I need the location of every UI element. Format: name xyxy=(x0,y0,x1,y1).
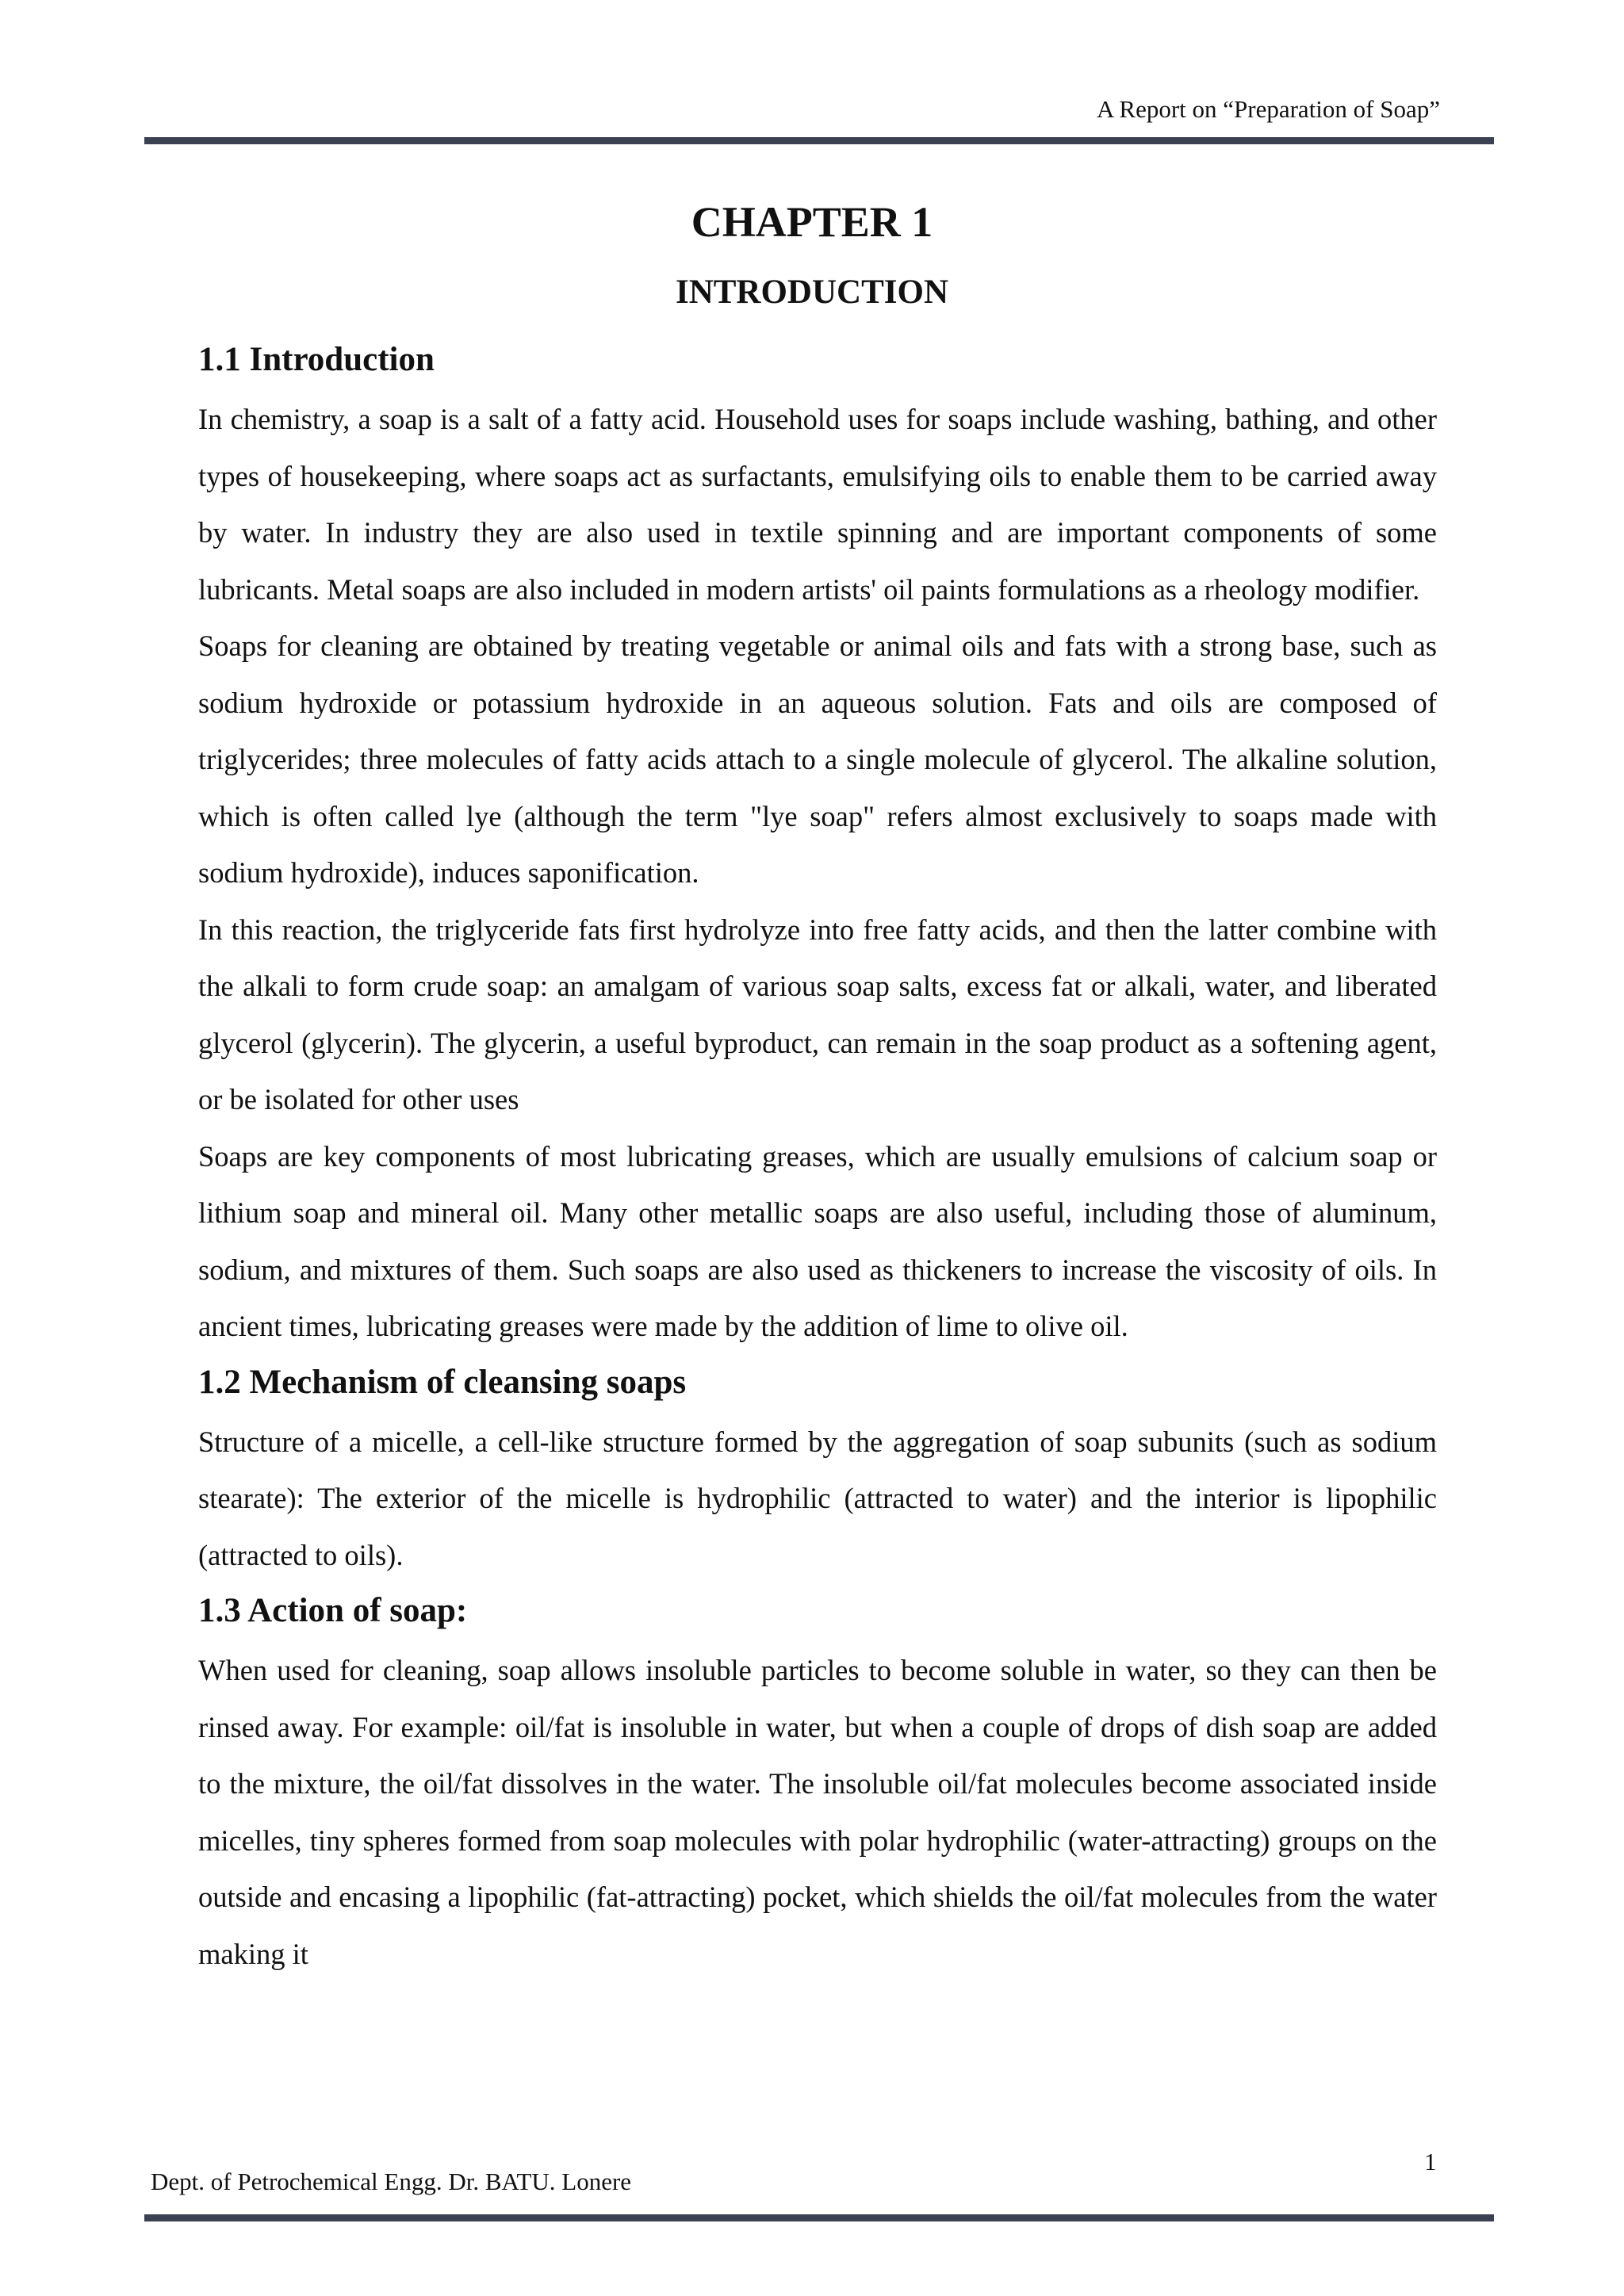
chapter-subtitle: INTRODUCTION xyxy=(675,274,949,311)
running-header-title: A Report on “Preparation of Soap” xyxy=(1096,95,1440,123)
page-body xyxy=(198,337,1437,1982)
paragraph: When used for cleaning, soap allows insoluble particles to become soluble in water, so they can then be rinsed away. For example: oil/fat is insoluble in water, but when a couple of drops of dish soap are added to the mixture, the oil/fat dissolves in the water. The insoluble oil/fat molecules become associated inside micelles, tiny spheres formed from soap molecules with polar hydrophilic (water-attracting) groups on the outside and encasing a lipophilic (fat-attracting) pocket, which shields the oil/fat molecules from the water making it xyxy=(198,1654,1437,1970)
page-number: 1 xyxy=(1424,2148,1437,2175)
header-rule xyxy=(144,137,1494,144)
paragraph: In chemistry, a soap is a salt of a fatty acid. Household uses for soaps include washing, bathing, and other types of housekeeping, where soaps act as surfactants, emulsifying oils to enable them to be carried away by water. In industry they are also used in textile spinning and are important components of some lubricants. Metal soaps are also included in modern artists' oil paints formulations as a rheology modifier. xyxy=(198,403,1437,606)
paragraph: Soaps for cleaning are obtained by treating vegetable or animal oils and fats with a strong base, such as sodium hydroxide or potassium hydroxide in an aqueous solution. Fats and oils are composed of triglycerides; three molecules of fatty acids attach to a single molecule of glycerol. The alkaline solution, which is often called lye (although the term "lye soap" refers almost exclusively to soaps made with sodium hydroxide), induces saponification. xyxy=(198,629,1437,889)
section-introduction xyxy=(198,337,1437,1355)
section-mechanism xyxy=(198,1360,1437,1584)
paragraph: Structure of a micelle, a cell-like structure formed by the aggregation of soap subunits (such as sodium stearate): The exterior of the micelle is hydrophilic (attracted to water) and the interior is lipophilic (attracted to oils). xyxy=(198,1425,1437,1571)
footer-department: Dept. of Petrochemical Engg. Dr. BATU. Lonere xyxy=(151,2168,632,2195)
paragraph: Soaps are key components of most lubricating greases, which are usually emulsions of calcium soap or lithium soap and mineral oil. Many other metallic soaps are also useful, including those of aluminum, sodium, and mixtures of them. Such soaps are also used as thickeners to increase the viscosity of oils. In ancient times, lubricating greases were made by the addition of lime to olive oil. xyxy=(198,1139,1437,1342)
footer-rule xyxy=(144,2214,1494,2221)
section-heading: 1.1 Introduction xyxy=(198,341,435,378)
section-heading: 1.2 Mechanism of cleansing soaps xyxy=(198,1363,687,1401)
chapter-title: CHAPTER 1 xyxy=(691,198,933,246)
section-heading: 1.3 Action of soap: xyxy=(198,1592,468,1629)
paragraph: In this reaction, the triglyceride fats first hydrolyze into free fatty acids, and then the latter combine with the alkali to form crude soap: an amalgam of various soap salts, excess fat or alkali, water, and liberated glycerol (glycerin). The glycerin, a useful byproduct, can remain in the soap product as a softening agent, or be isolated for other uses xyxy=(198,913,1437,1115)
section-action-of-soap xyxy=(198,1588,1437,1982)
